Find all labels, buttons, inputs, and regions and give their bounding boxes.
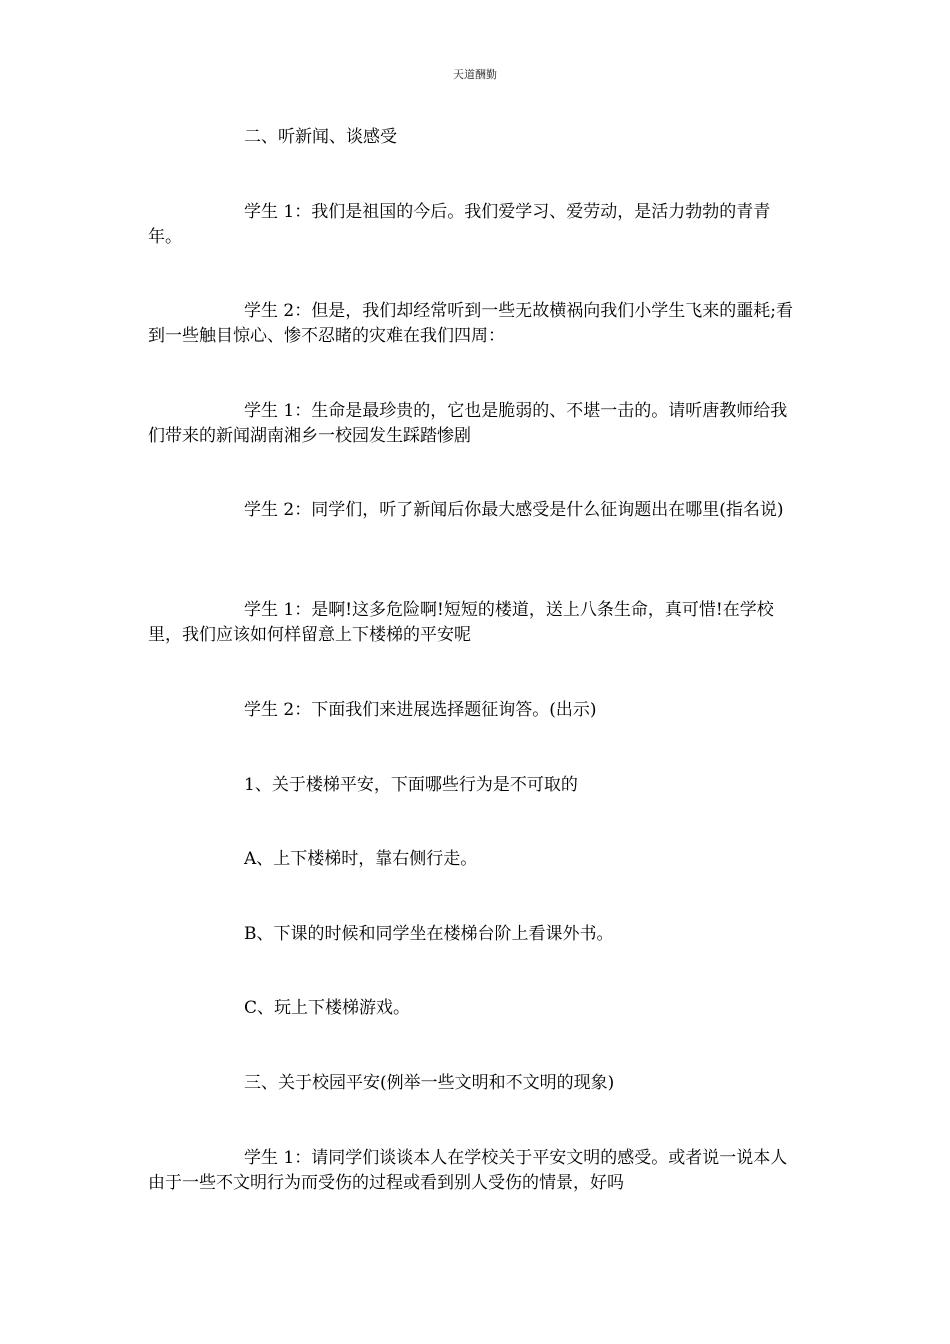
paragraph-student1-life: 学生 1：生命是最珍贵的，它也是脆弱的、不堪一击的。请听唐教师给我们带来的新闻湖南湘乡一校园发生踩踏惨剧: [148, 401, 788, 446]
paragraph-student1-intro: 学生 1：我们是祖国的今后。我们爱学习、爱劳动，是活力勃勃的青青年。: [148, 202, 771, 247]
page-header: 天道酬勤: [453, 68, 497, 81]
quiz-question-1: 1、关于楼梯平安，下面哪些行为是不可取的: [244, 775, 578, 795]
quiz-option-c: C、玩上下楼梯游戏。: [244, 998, 411, 1018]
paragraph-student2-question: 学生 2：同学们，听了新闻后你最大感受是什么征询题出在哪里(指名说): [244, 500, 784, 520]
paragraph-student1-campus: 学生 1：请同学们谈谈本人在学校关于平安文明的感受。或者说一说本人由于一些不文明行为而受伤的过程或看到别人受伤的情景，好吗: [148, 1148, 788, 1193]
quiz-option-b: B、下课的时候和同学坐在楼梯台阶上看课外书。: [244, 924, 614, 944]
section-heading-3: 三、关于校园平安(例举一些文明和不文明的现象): [244, 1073, 615, 1093]
quiz-option-a: A、上下楼梯时，靠右侧行走。: [244, 849, 478, 869]
paragraph-student2-news: 学生 2：但是，我们却经常听到一些无故横祸向我们小学生飞来的噩耗;看到一些触目惊心、惨不忍睹的灾难在我们四周：: [148, 301, 793, 346]
paragraph-student1-stairs: 学生 1：是啊!这多危险啊!短短的楼道，送上八条生命，真可惜!在学校里，我们应该如何样留意上下楼梯的平安呢: [148, 600, 774, 645]
paragraph-student2-quiz: 学生 2：下面我们来进展选择题征询答。(出示): [244, 700, 597, 720]
section-heading-2: 二、听新闻、谈感受: [244, 127, 397, 147]
